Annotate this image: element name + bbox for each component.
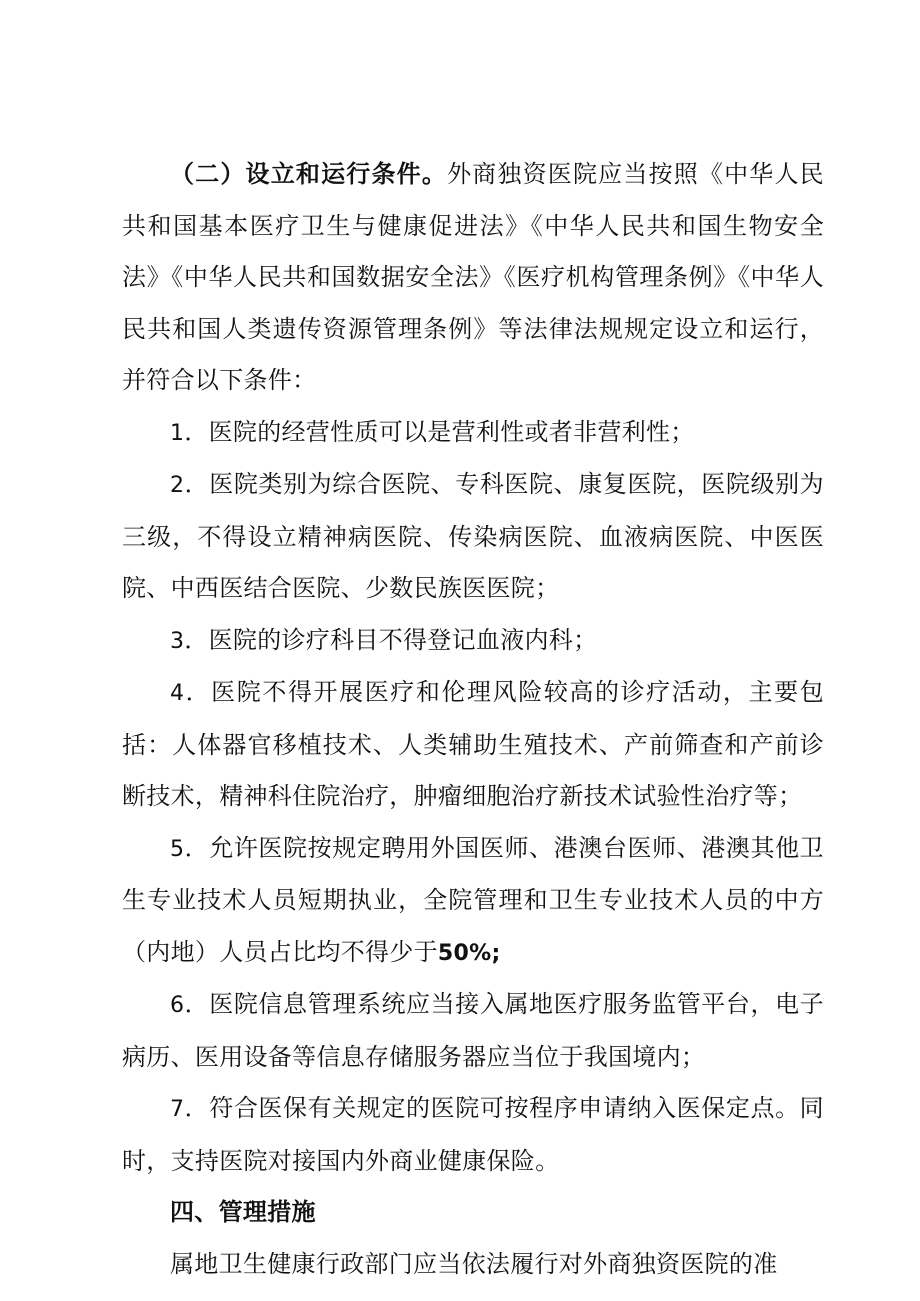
item-number: 5 — [170, 836, 185, 862]
item-percentage: 50%; — [437, 940, 501, 966]
item-text: ．符合医保有关规定的医院可按程序申请纳入医保定点。同时，支持医院对接国内外商业健康保险。 — [122, 1094, 824, 1175]
list-item — [122, 823, 824, 980]
item-number: 1 — [170, 420, 185, 446]
item-number: 3 — [170, 628, 185, 654]
list-item — [122, 979, 824, 1083]
item-text: ．医院信息管理系统应当接入属地医疗服务监管平台，电子病历、医用设备等信息存储服务器应当位于我国境内； — [122, 990, 824, 1071]
item-number: 4 — [170, 681, 185, 706]
section-two-text: 外商独资医院应当按照《中华人民共和国基本医疗卫生与健康促进法》《中华人民共和国生物安全法》《中华人民共和国数据安全法》《医疗机构管理条例》《中华人民共和国人类遗传资源管理条例》等法律法规规定设立和运行，并符合以下条件： — [122, 160, 824, 394]
document-body — [122, 148, 824, 1290]
item-text: ．医院的经营性质可以是营利性或者非营利性； — [184, 417, 695, 446]
section-four-paragraph: 属地卫生健康行政部门应当依法履行对外商独资医院的准 — [170, 1249, 778, 1278]
section-two-paragraph — [122, 148, 824, 407]
item-text: ．医院不得开展医疗和伦理风险较高的诊疗活动，主要包括：人体器官移植技术、人类辅助生殖技术、产前筛查和产前诊断技术，精神科住院治疗，肿瘤细胞治疗新技术试验性治疗等； — [122, 678, 824, 810]
list-item — [122, 1083, 824, 1187]
list-item — [122, 407, 824, 460]
list-item — [122, 615, 824, 668]
item-text: ．医院的诊疗科目不得登记血液内科； — [184, 625, 598, 654]
item-text: ．允许医院按规定聘用外国医师、港澳台医师、港澳其他卫生专业技术人员短期执业，全院管理和卫生专业技术人员的中方（内地）人员占比均不得少于 — [122, 833, 824, 966]
section-two-lead: （二）设立和运行条件。 — [170, 159, 448, 188]
item-text: ．医院类别为综合医院、专科医院、康复医院，医院级别为三级，不得设立精神病医院、传染病医院、血液病医院、中医医院、中西医结合医院、少数民族医医院； — [122, 470, 824, 602]
section-four-heading: 四、管理措施 — [170, 1198, 316, 1226]
list-item — [122, 667, 824, 823]
item-number: 7 — [170, 1097, 185, 1122]
item-number: 2 — [170, 473, 185, 498]
list-item — [122, 459, 824, 615]
item-number: 6 — [170, 993, 185, 1018]
